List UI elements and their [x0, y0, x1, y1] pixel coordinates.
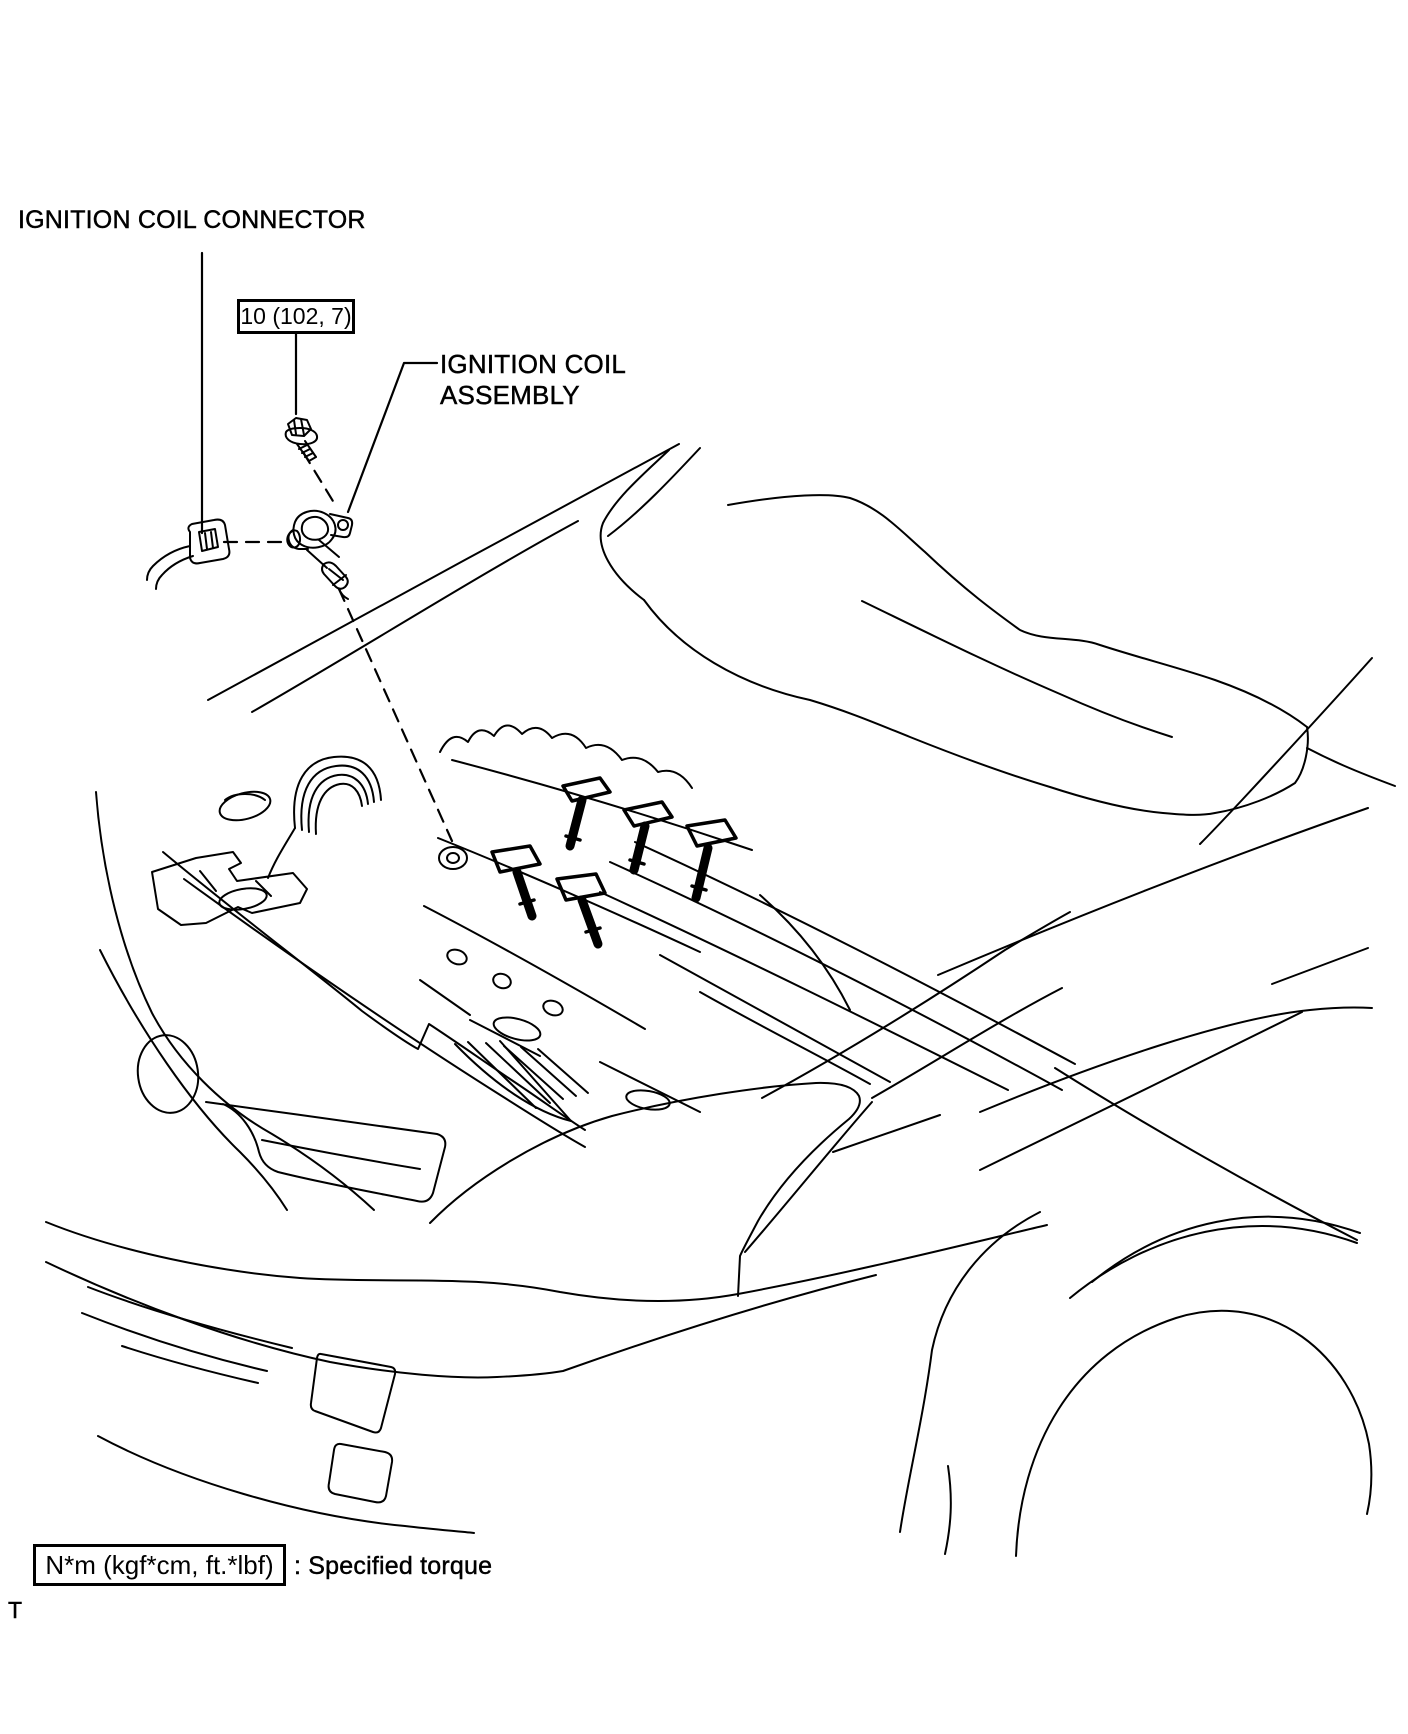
torque-unit-text: N*m (kgf*cm, ft.*lbf) — [45, 1549, 274, 1580]
coil-bolt-drawing — [286, 418, 317, 461]
torque-unit-legend-box — [33, 1544, 286, 1586]
leader-lines — [202, 253, 437, 533]
engine-bay — [152, 725, 1075, 1112]
grille-slat — [88, 1287, 292, 1348]
tire-outline — [1016, 1311, 1371, 1556]
assembly-label-line1: IGNITION COIL — [440, 349, 627, 379]
connector-wire — [147, 546, 190, 580]
page-marker: T — [8, 1597, 23, 1623]
dashed-alignment-lines — [224, 452, 452, 841]
fender-headlamp-fin — [430, 1083, 860, 1296]
ignition-coil-assembly-label — [440, 349, 626, 411]
bumper-bottom-edge — [98, 1436, 474, 1533]
torque-spec-callout — [237, 299, 355, 334]
torque-legend-description: : Specified torque — [294, 1552, 493, 1580]
assembly-label-line2: ASSEMBLY — [440, 380, 580, 410]
ignition-coil-assembly-drawing — [287, 511, 352, 599]
ignition-coil-connector-label: IGNITION COIL CONNECTOR — [18, 206, 366, 234]
oil-filler-cap — [217, 787, 274, 826]
torque-spec-value: 10 (102, 7) — [240, 303, 352, 329]
windshield-pillar-lines — [208, 444, 700, 712]
connector-wire — [156, 556, 193, 589]
ignition-coil-connector-drawing — [147, 520, 229, 589]
front-fascia — [46, 792, 1047, 1533]
installed-ignition-coils — [492, 778, 736, 944]
fog-lamp — [329, 1444, 393, 1503]
assembly-leader-line — [348, 363, 437, 512]
coil-mounting-hole — [439, 847, 467, 869]
bumper-line-upper — [46, 1222, 1047, 1301]
harness-loops — [268, 757, 381, 878]
open-hood-outline — [644, 495, 1308, 815]
apron-hole — [133, 1031, 203, 1117]
